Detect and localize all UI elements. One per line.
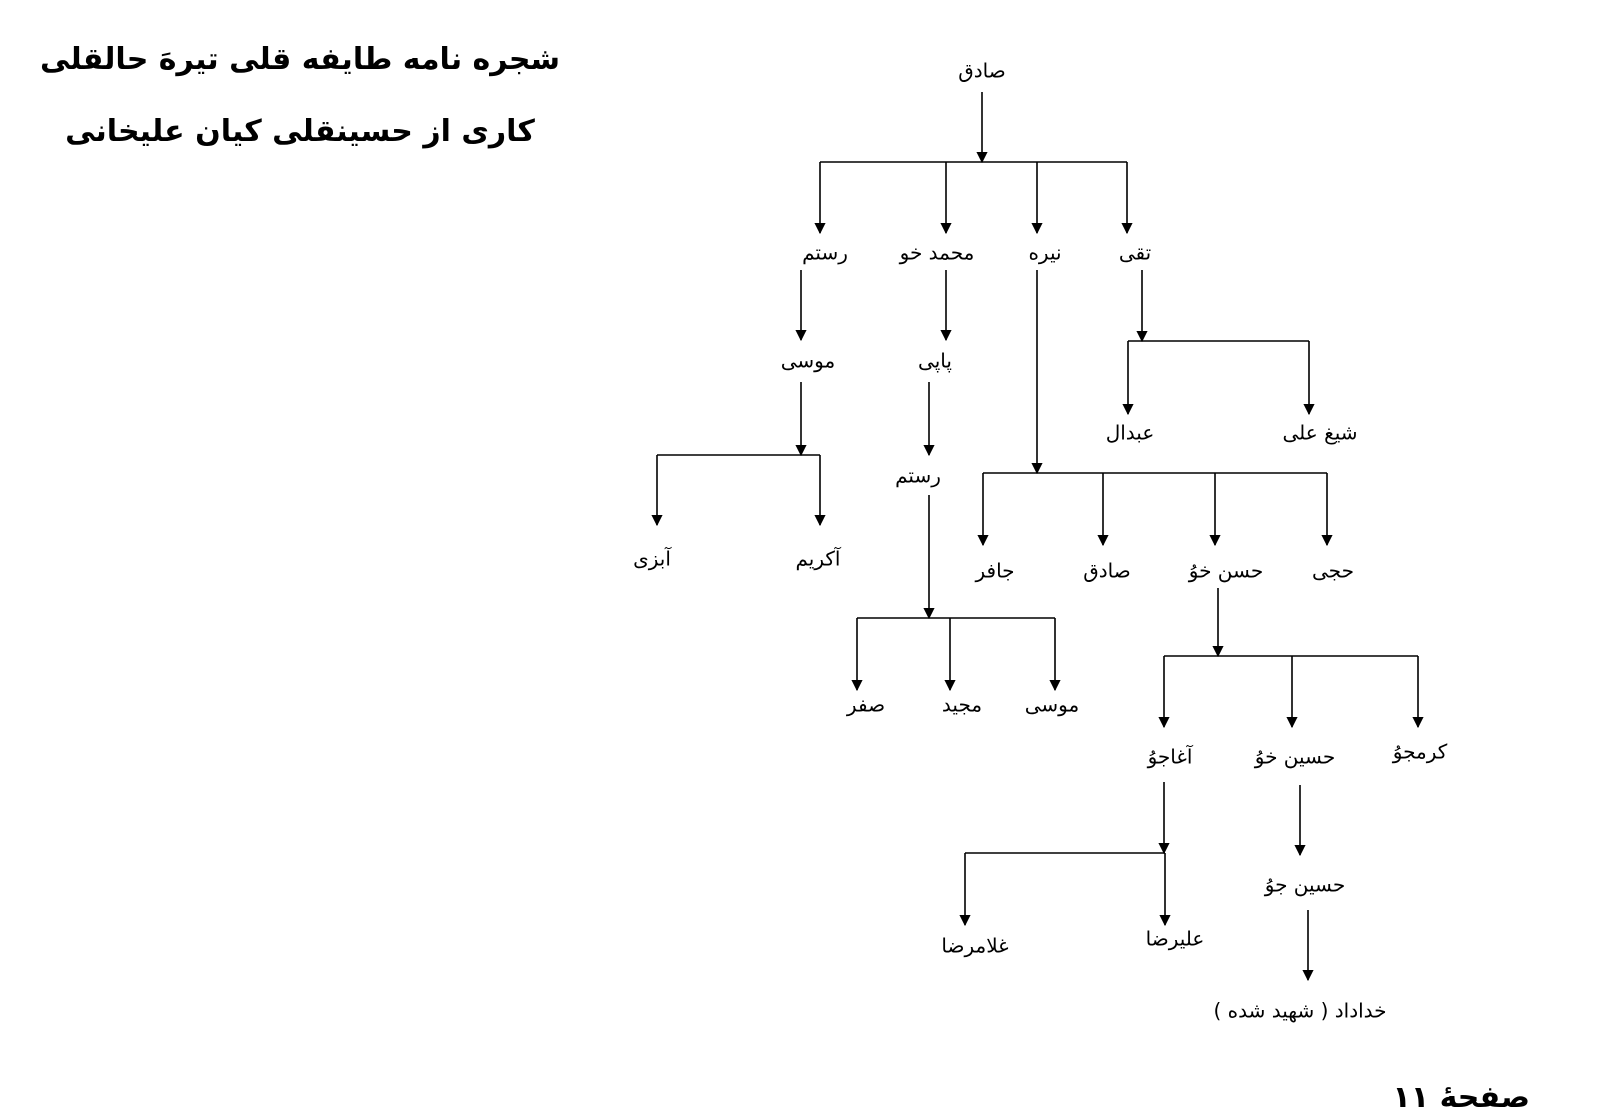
tree-node-jafar: جافر	[975, 558, 1015, 583]
tree-node-khodadad: خداداد ( شهید شده )	[1213, 998, 1387, 1023]
page-title: شجره نامه طایفه قلی تیرهَ حالقلی	[39, 42, 561, 77]
tree-node-hassankhow: حسن خوُ	[1188, 558, 1264, 583]
tree-node-sadegh2: صادق	[1083, 558, 1131, 583]
tree-node-majid: مجید	[941, 692, 983, 717]
tree-node-mousa2: موسی	[1024, 692, 1080, 717]
tree-node-alireza: علیرضا	[1145, 926, 1205, 951]
tree-node-sheikhali: شیغ علی	[1282, 420, 1358, 445]
tree-node-safar: صفر	[846, 692, 886, 717]
tree-node-mohammad: محمد خو	[899, 240, 975, 265]
tree-nodes	[633, 59, 1448, 1023]
tree-node-abzi: آبزی	[633, 546, 671, 571]
tree-node-taghi: تقی	[1118, 240, 1152, 265]
tree-node-aghajow: آغاجوُ	[1147, 744, 1193, 769]
tree-edges	[657, 92, 1418, 980]
tree-node-sadegh: صادق	[958, 58, 1006, 83]
tree-node-rostam1: رستم	[802, 240, 848, 265]
tree-node-hoseinjow: حسین جوُ	[1264, 872, 1346, 897]
tree-node-akarim: آکریم	[795, 546, 841, 571]
tree-node-gholamreza: غلامرضا	[941, 933, 1009, 958]
tree-node-hoseinkhow: حسین خوُ	[1254, 744, 1336, 769]
tree-node-rostam2: رستم	[895, 463, 941, 488]
page-number: صفحهٔ ۱۱	[1392, 1080, 1530, 1115]
tree-node-mousa1: موسی	[780, 348, 836, 373]
tree-node-karamjow: کرمجوُ	[1392, 739, 1448, 764]
tree-node-papi: پاپی	[918, 348, 952, 373]
tree-node-haji: حجی	[1312, 558, 1354, 583]
page-subtitle: کاری از حسینقلی کیان علیخانی	[65, 114, 535, 149]
tree-node-nireh: نیره	[1028, 240, 1062, 265]
tree-node-abdal: عبدال	[1105, 420, 1155, 445]
